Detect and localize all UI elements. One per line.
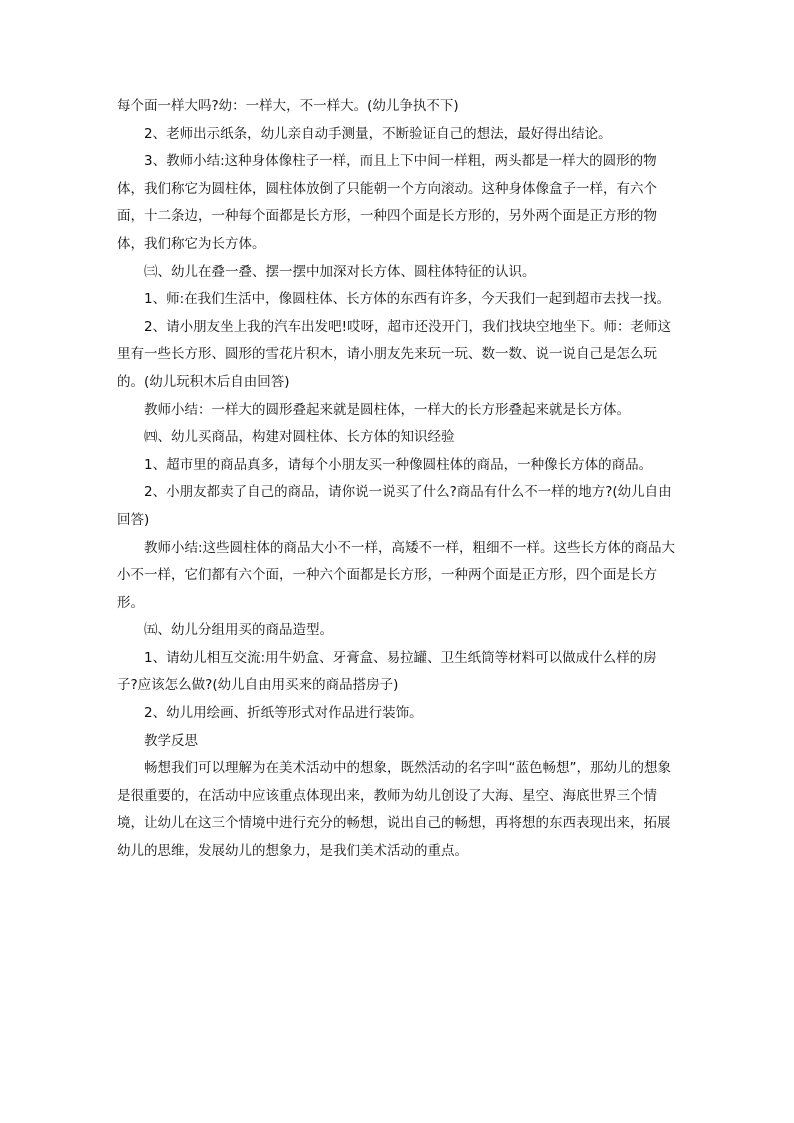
paragraph: 教师小结：一样大的圆形叠起来就是圆柱体，一样大的长方形叠起来就是长方体。 bbox=[144, 401, 630, 418]
paragraph: 教师小结:这些圆柱体的商品大小不一样，高矮不一样，粗细不一样。这些长方体的商品大小不一样，它们都有六个面，一种六个面都是长方形，一种两个面是正方形，四个面是长方形。 bbox=[117, 539, 676, 611]
paragraph: 2、老师出示纸条，幼儿亲自动手测量，不断验证自己的想法，最好得出结论。 bbox=[144, 125, 612, 142]
paragraph: 教学反思 bbox=[144, 732, 198, 749]
paragraph: 每个面一样大吗?幼：一样大，不一样大。(幼儿争执不下) bbox=[117, 98, 459, 114]
paragraph: 2、幼儿用绘画、折纸等形式对作品进行装饰。 bbox=[144, 705, 423, 722]
paragraph: ㈤、幼儿分组用买的商品造型。 bbox=[144, 622, 333, 639]
paragraph: ㈢、幼儿在叠一叠、摆一摆中加深对长方体、圆柱体特征的认识。 bbox=[144, 263, 536, 280]
paragraph: 2、请小朋友坐上我的汽车出发吧!哎呀，超市还没开门，我们找块空地坐下。师：老师这里有一些长方形、圆形的雪花片积木，请小朋友先来玩一玩、数一数、说一说自己是怎么玩的。(幼儿玩积木后自由回答) bbox=[117, 318, 671, 390]
document-body bbox=[117, 93, 677, 866]
paragraph: 3、教师小结:这种身体像柱子一样，而且上下中间一样粗，两头都是一样大的圆形的物体，我们称它为圆柱体，圆柱体放倒了只能朝一个方向滚动。这种身体像盒子一样，有六个面，十二条边，一种每个面都是长方形，一种四个面是长方形的，另外两个面是正方形的物体，我们称它为长方体。 bbox=[117, 153, 657, 252]
paragraph: 2、小朋友都卖了自己的商品，请你说一说买了什么?商品有什么不一样的地方?(幼儿自由回答) bbox=[117, 484, 672, 528]
paragraph: 畅想我们可以理解为在美术活动中的想象，既然活动的名字叫“蓝色畅想”，那幼儿的想象是很重要的，在活动中应该重点体现出来，教师为幼儿创设了大海、星空、海底世界三个情境，让幼儿在这三个情境中进行充分的畅想，说出自己的畅想，再将想的东西表现出来，拓展幼儿的思维，发展幼儿的想象力，是我们美术活动的重点。 bbox=[117, 760, 671, 860]
paragraph: 1、请幼儿相互交流:用牛奶盒、牙膏盒、易拉罐、卫生纸筒等材料可以做成什么样的房子?应该怎么做?(幼儿自由用买来的商品搭房子) bbox=[117, 649, 657, 694]
paragraph: 1、师:在我们生活中，像圆柱体、长方体的东西有许多，今天我们一起到超市去找一找。 bbox=[144, 291, 671, 308]
paragraph: ㈣、幼儿买商品，构建对圆柱体、长方体的知识经验 bbox=[144, 429, 455, 446]
paragraph: 1、超市里的商品真多，请每个小朋友买一种像圆柱体的商品，一种像长方体的商品。 bbox=[144, 456, 653, 473]
